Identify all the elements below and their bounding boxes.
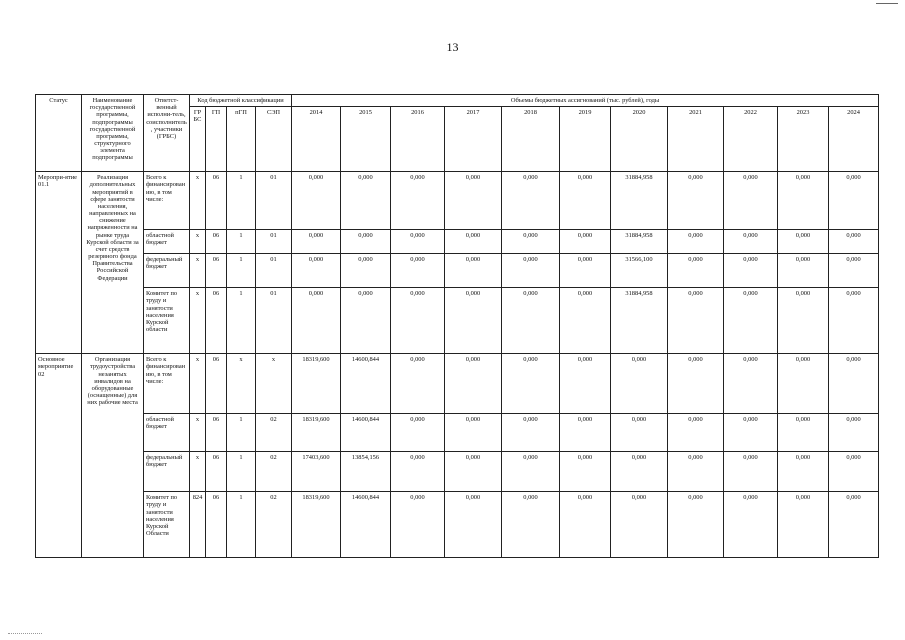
cell-value: 0,000 xyxy=(292,254,341,288)
table-row xyxy=(36,452,879,492)
cell-gp: 06 xyxy=(206,354,227,414)
cell-sep: 02 xyxy=(256,492,292,558)
cell-value: 18319,600 xyxy=(292,414,341,452)
header-year: 2020 xyxy=(611,107,668,172)
cell-gp: 06 xyxy=(206,254,227,288)
cell-value: 0,000 xyxy=(560,492,611,558)
header-name: Наименование государственной программы, подпрограммы государственной программы, структурного элемента подпрограммы xyxy=(82,95,144,172)
scan-mark-bottom xyxy=(8,633,42,634)
cell-pgp: 1 xyxy=(227,492,256,558)
cell-value: 0,000 xyxy=(668,230,724,254)
cell-value: 0,000 xyxy=(391,230,445,254)
row-status: Основное мероприятие 02 xyxy=(36,354,82,558)
cell-value: 0,000 xyxy=(778,254,829,288)
cell-value: 0,000 xyxy=(445,492,502,558)
cell-value: 0,000 xyxy=(391,172,445,230)
cell-value: 0,000 xyxy=(391,452,445,492)
cell-value: 17403,600 xyxy=(292,452,341,492)
cell-value: 31884,958 xyxy=(611,172,668,230)
cell-value: 0,000 xyxy=(778,414,829,452)
cell-value: 14600,844 xyxy=(341,414,391,452)
header-executor: Ответст-венный исполни-тель, соисполнитель, участники (ГРБС) xyxy=(144,95,190,172)
row-name: Организация трудоустройства незанятых инвалидов на оборудованные (оснащенные) для них рабочие места xyxy=(82,354,144,558)
cell-value: 0,000 xyxy=(668,492,724,558)
row-executor: федеральный бюджет xyxy=(144,254,190,288)
cell-value: 0,000 xyxy=(778,492,829,558)
cell-value: 0,000 xyxy=(829,288,879,354)
cell-pgp: 1 xyxy=(227,452,256,492)
row-status: Меропри-ятие 01.1 xyxy=(36,172,82,354)
cell-value: 0,000 xyxy=(341,172,391,230)
cell-value: 0,000 xyxy=(341,288,391,354)
cell-sep: 02 xyxy=(256,414,292,452)
cell-pgp: 1 xyxy=(227,414,256,452)
cell-gp: 06 xyxy=(206,288,227,354)
table-row xyxy=(36,230,879,254)
header-code-sep: СЭП xyxy=(256,107,292,172)
table-row xyxy=(36,288,879,354)
cell-grbs: х xyxy=(190,288,206,354)
cell-grbs: х xyxy=(190,172,206,230)
cell-value: 0,000 xyxy=(724,414,778,452)
cell-value: 0,000 xyxy=(502,230,560,254)
cell-grbs: х xyxy=(190,354,206,414)
cell-value: 0,000 xyxy=(611,414,668,452)
row-executor: федеральный бюджет xyxy=(144,452,190,492)
cell-pgp: 1 xyxy=(227,288,256,354)
cell-value: 0,000 xyxy=(611,354,668,414)
cell-value: 0,000 xyxy=(778,230,829,254)
header-code-group: Код бюджетной классификации xyxy=(190,95,292,107)
cell-value: 0,000 xyxy=(724,172,778,230)
header-year: 2018 xyxy=(502,107,560,172)
cell-value: 0,000 xyxy=(829,354,879,414)
cell-sep: 01 xyxy=(256,288,292,354)
cell-value: 0,000 xyxy=(560,354,611,414)
cell-value: 0,000 xyxy=(502,414,560,452)
header-volumes-group: Объемы бюджетных ассигнований (тыс. рублей), годы xyxy=(292,95,879,107)
header-code-pgp: пГП xyxy=(227,107,256,172)
table-row xyxy=(36,492,879,558)
header-code-grbs: ГР БС xyxy=(190,107,206,172)
cell-value: 0,000 xyxy=(292,230,341,254)
cell-grbs: х xyxy=(190,254,206,288)
cell-value: 0,000 xyxy=(391,354,445,414)
header-year: 2023 xyxy=(778,107,829,172)
cell-value: 0,000 xyxy=(778,452,829,492)
cell-value: 0,000 xyxy=(724,288,778,354)
cell-value: 0,000 xyxy=(611,492,668,558)
cell-value: 13854,156 xyxy=(341,452,391,492)
cell-sep: 01 xyxy=(256,230,292,254)
cell-value: 18319,600 xyxy=(292,492,341,558)
cell-value: 0,000 xyxy=(560,254,611,288)
cell-value: 0,000 xyxy=(560,172,611,230)
cell-value: 0,000 xyxy=(445,254,502,288)
cell-value: 0,000 xyxy=(502,354,560,414)
header-year: 2015 xyxy=(341,107,391,172)
cell-grbs: 824 xyxy=(190,492,206,558)
cell-value: 0,000 xyxy=(668,254,724,288)
scan-mark-top xyxy=(876,3,898,4)
cell-value: 0,000 xyxy=(391,288,445,354)
cell-value: 0,000 xyxy=(829,452,879,492)
budget-table xyxy=(35,94,879,558)
cell-value: 0,000 xyxy=(445,230,502,254)
cell-grbs: х xyxy=(190,230,206,254)
cell-value: 0,000 xyxy=(724,452,778,492)
cell-pgp: х xyxy=(227,354,256,414)
cell-value: 0,000 xyxy=(502,492,560,558)
cell-value: 0,000 xyxy=(829,414,879,452)
cell-value: 0,000 xyxy=(829,230,879,254)
table-row xyxy=(36,172,879,230)
cell-value: 0,000 xyxy=(341,254,391,288)
cell-sep: 01 xyxy=(256,172,292,230)
cell-value: 0,000 xyxy=(778,288,829,354)
page-number: 13 xyxy=(446,40,459,54)
header-year: 2024 xyxy=(829,107,879,172)
cell-value: 31884,958 xyxy=(611,288,668,354)
table-row xyxy=(36,414,879,452)
cell-gp: 06 xyxy=(206,492,227,558)
cell-pgp: 1 xyxy=(227,230,256,254)
cell-grbs: х xyxy=(190,452,206,492)
cell-value: 0,000 xyxy=(445,452,502,492)
cell-value: 0,000 xyxy=(502,172,560,230)
cell-value: 0,000 xyxy=(724,354,778,414)
cell-value: 0,000 xyxy=(341,230,391,254)
cell-gp: 06 xyxy=(206,414,227,452)
header-year: 2019 xyxy=(560,107,611,172)
cell-grbs: х xyxy=(190,414,206,452)
cell-value: 0,000 xyxy=(560,414,611,452)
row-executor: областной бюджет xyxy=(144,230,190,254)
cell-value: 0,000 xyxy=(391,254,445,288)
cell-value: 0,000 xyxy=(292,172,341,230)
cell-value: 31566,100 xyxy=(611,254,668,288)
cell-pgp: 1 xyxy=(227,254,256,288)
cell-sep: 02 xyxy=(256,452,292,492)
cell-value: 0,000 xyxy=(724,230,778,254)
cell-value: 0,000 xyxy=(668,354,724,414)
header-year: 2021 xyxy=(668,107,724,172)
row-executor: Комитет по труду и занятости населения Курской Области xyxy=(144,492,190,558)
cell-value: 0,000 xyxy=(668,288,724,354)
cell-value: 0,000 xyxy=(778,172,829,230)
header-code-gp: ГП xyxy=(206,107,227,172)
cell-value: 0,000 xyxy=(829,172,879,230)
cell-value: 0,000 xyxy=(502,452,560,492)
cell-value: 0,000 xyxy=(560,230,611,254)
cell-value: 31884,958 xyxy=(611,230,668,254)
cell-value: 0,000 xyxy=(502,288,560,354)
header-year: 2014 xyxy=(292,107,341,172)
cell-value: 0,000 xyxy=(829,254,879,288)
cell-gp: 06 xyxy=(206,452,227,492)
cell-value: 0,000 xyxy=(445,414,502,452)
row-executor: Всего к финансированию, в том числе: xyxy=(144,354,190,414)
cell-value: 0,000 xyxy=(560,288,611,354)
row-executor: Всего к финансированию, в том числе: xyxy=(144,172,190,230)
cell-value: 0,000 xyxy=(445,288,502,354)
cell-gp: 06 xyxy=(206,172,227,230)
cell-pgp: 1 xyxy=(227,172,256,230)
cell-value: 0,000 xyxy=(560,452,611,492)
cell-gp: 06 xyxy=(206,230,227,254)
cell-sep: х xyxy=(256,354,292,414)
table-row xyxy=(36,254,879,288)
cell-value: 0,000 xyxy=(391,414,445,452)
header-year: 2016 xyxy=(391,107,445,172)
cell-value: 18319,600 xyxy=(292,354,341,414)
cell-value: 0,000 xyxy=(611,452,668,492)
cell-value: 0,000 xyxy=(829,492,879,558)
cell-value: 0,000 xyxy=(668,172,724,230)
header-status: Статус xyxy=(36,95,82,172)
cell-value: 0,000 xyxy=(724,254,778,288)
cell-value: 0,000 xyxy=(445,354,502,414)
cell-value: 14600,844 xyxy=(341,354,391,414)
cell-value: 0,000 xyxy=(778,354,829,414)
cell-sep: 01 xyxy=(256,254,292,288)
row-name: Реализация дополнительных мероприятий в сфере занятости населения, направленных на снижение напряженности на рынке труда Курской области за счет средств резервного фонда Правительства Российской Федерации xyxy=(82,172,144,354)
row-executor: Комитет по труду и занятости населения Курской области xyxy=(144,288,190,354)
row-executor: областной бюджет xyxy=(144,414,190,452)
cell-value: 0,000 xyxy=(445,172,502,230)
header-year: 2022 xyxy=(724,107,778,172)
table-row xyxy=(36,354,879,414)
cell-value: 0,000 xyxy=(668,414,724,452)
cell-value: 14600,844 xyxy=(341,492,391,558)
cell-value: 0,000 xyxy=(724,492,778,558)
header-year: 2017 xyxy=(445,107,502,172)
cell-value: 0,000 xyxy=(292,288,341,354)
cell-value: 0,000 xyxy=(668,452,724,492)
cell-value: 0,000 xyxy=(391,492,445,558)
cell-value: 0,000 xyxy=(502,254,560,288)
